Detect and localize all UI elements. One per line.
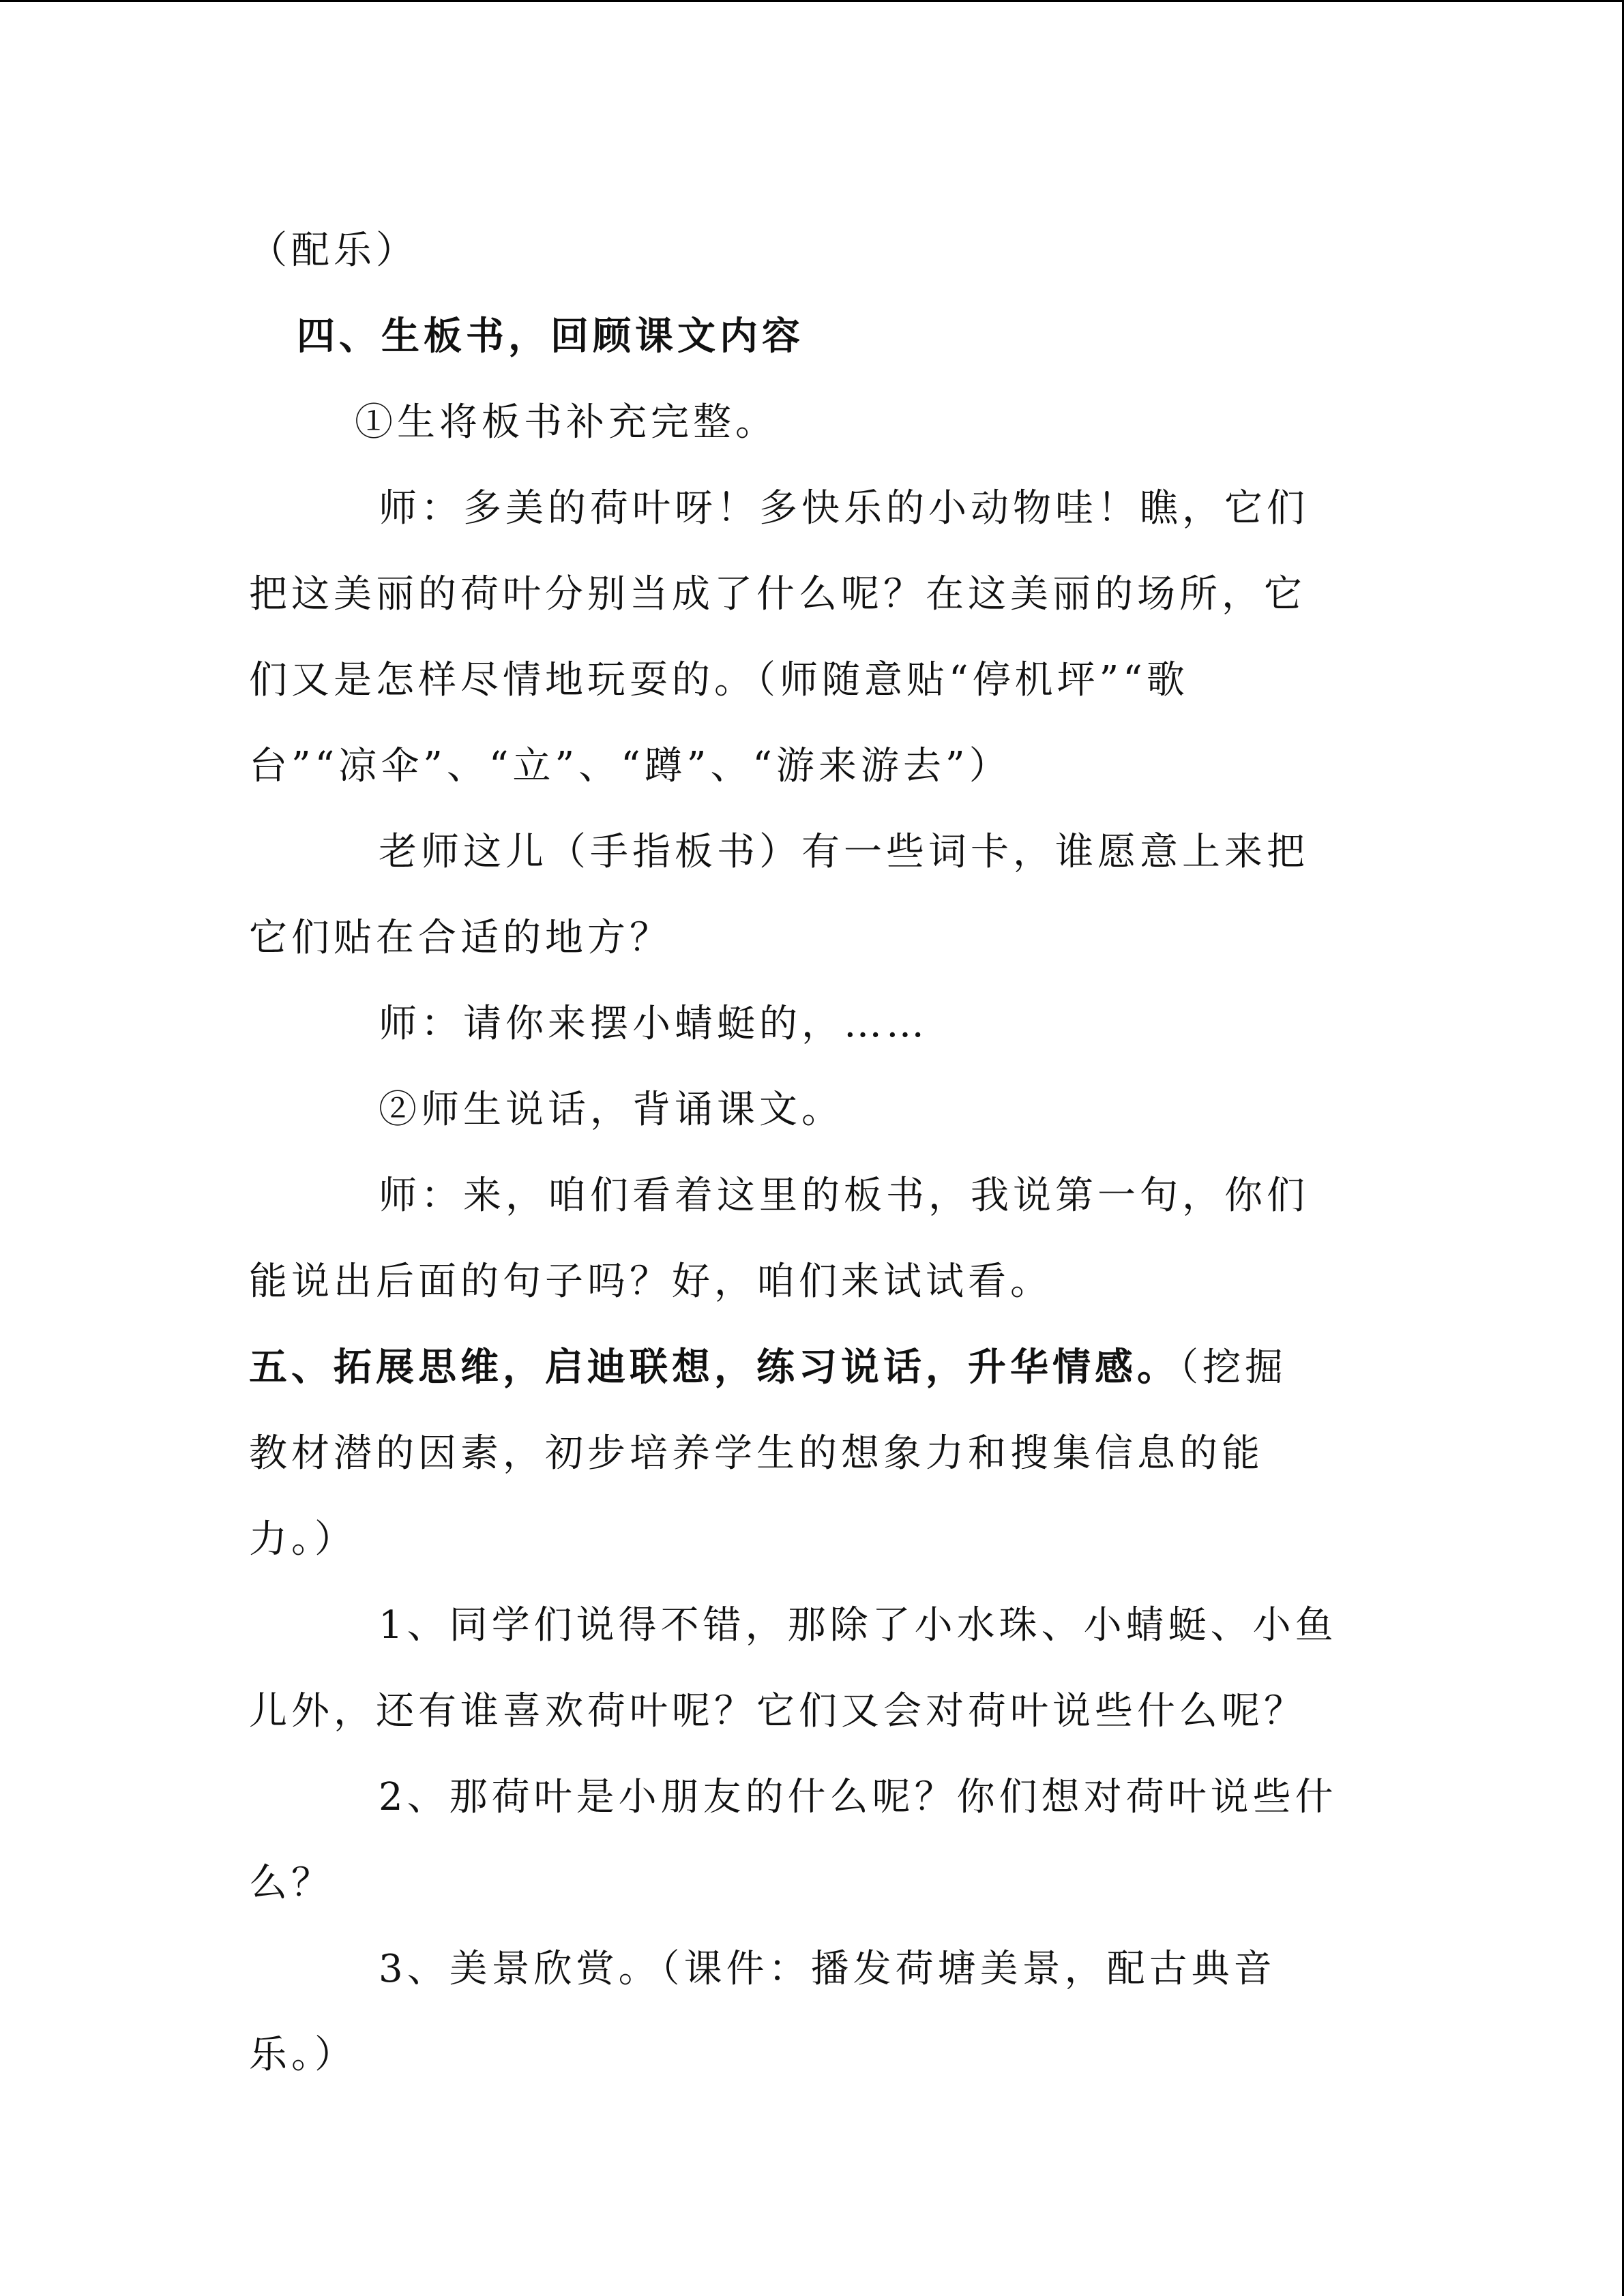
text-line: 2、那荷叶是小朋友的什么呢？你们想对荷叶说些什 (379, 1775, 1338, 1819)
text-line: 儿外，还有谁喜欢荷叶呢？它们又会对荷叶说些什么呢？ (249, 1689, 1306, 1733)
text-line: ②师生说话，背诵课文。 (379, 1088, 844, 1132)
text-line: 么？ (249, 1861, 334, 1905)
text-line: （配乐） (249, 228, 418, 273)
text-line: 师：请你来摆小蜻蜓的，…… (379, 1002, 928, 1046)
document-body (249, 208, 1368, 2098)
text-line: 们又是怎样尽情地玩耍的。（师随意贴“停机坪”“歌 (249, 658, 1189, 702)
text-line: ①生将板书补充完整。 (355, 400, 778, 445)
text-line: 能说出后面的句子吗？好，咱们来试试看。 (249, 1259, 1052, 1304)
page-border-top (0, 0, 1624, 2)
text-line: 它们贴在合适的地方？ (249, 916, 672, 960)
text-line: 老师这儿（手指板书）有一些词卡，谁愿意上来把 (379, 830, 1309, 874)
text-line: 1、同学们说得不错，那除了小水珠、小蜻蜓、小鱼 (379, 1603, 1338, 1648)
text-line: 力。） (249, 1517, 357, 1562)
section-heading: 四、生板书，回顾课文内容 (297, 314, 804, 359)
text-line: 师：来，咱们看着这里的板书，我说第一句，你们 (379, 1174, 1309, 1218)
text-line: 台”“凉伞”、“立”、“蹲”、“游来游去”） (249, 744, 1012, 788)
section-heading-line (249, 1325, 1368, 1411)
text-line: 3、美景欣赏。（课件：播发荷塘美景，配古典音 (379, 1947, 1276, 1991)
text-line: 师：多美的荷叶呀！多快乐的小动物哇！瞧，它们 (379, 486, 1309, 531)
text-line: 乐。） (249, 2033, 357, 2077)
text-line: 把这美丽的荷叶分别当成了什么呢？在这美丽的场所，它 (249, 572, 1306, 616)
section-heading: 五、拓展思维，启迪联想，练习说话，升华情感。 (249, 1345, 1179, 1390)
heading-note: （挖掘 (1179, 1345, 1287, 1390)
text-line: 教材潜的因素，初步培养学生的想象力和搜集信息的能 (249, 1431, 1264, 1476)
